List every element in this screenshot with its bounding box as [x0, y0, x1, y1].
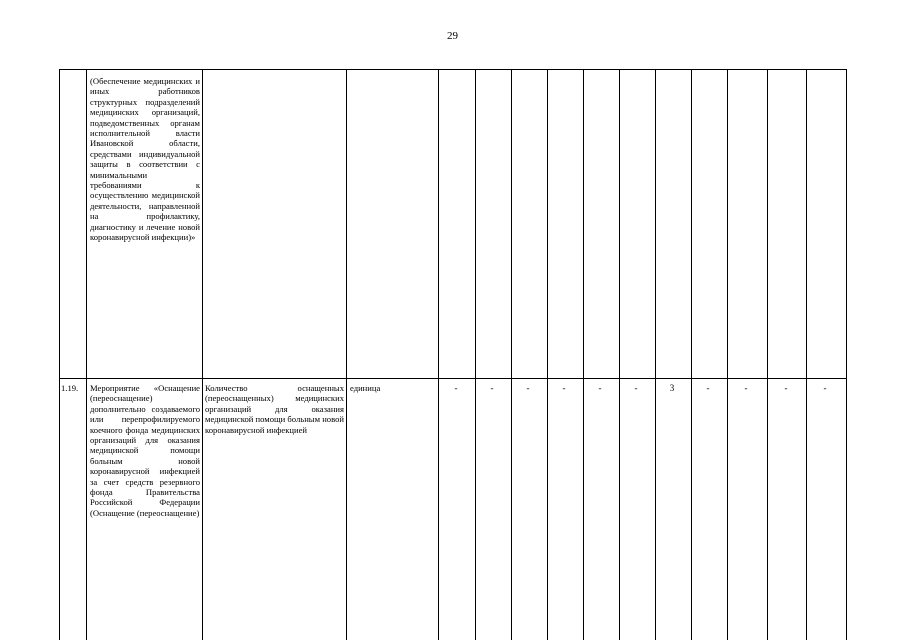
value-cell: - — [706, 383, 710, 393]
column-divider — [727, 69, 728, 640]
table-border-right — [846, 69, 847, 640]
column-divider — [806, 69, 807, 640]
value-cell: 3 — [669, 383, 675, 393]
page-number: 29 — [447, 30, 458, 42]
column-divider — [691, 69, 692, 640]
column-divider — [619, 69, 620, 640]
value-cell: - — [490, 383, 494, 393]
column-divider — [475, 69, 476, 640]
column-divider — [511, 69, 512, 640]
column-divider — [86, 69, 87, 640]
row-number-cell: 1.19. — [61, 383, 79, 393]
value-cell: - — [784, 383, 788, 393]
column-divider — [767, 69, 768, 640]
value-cell: - — [634, 383, 638, 393]
table-border-top — [59, 69, 847, 70]
column-divider — [438, 69, 439, 640]
column-divider — [583, 69, 584, 640]
column-divider — [655, 69, 656, 640]
column-divider — [547, 69, 548, 640]
table-border-left — [59, 69, 60, 640]
event-description-cell: Мероприятие «Оснащение (переоснащение) дополнительно создаваемого или перепрофилируемого коечного фонда медицинских организаций для оказания медицинской помощи больным новой коронавирусной инфекцией за счет средств резервного фонда Правительства Российской Федерации (Оснащение (переоснащение) — [90, 383, 203, 518]
value-cell: - — [526, 383, 530, 393]
column-divider — [202, 69, 203, 640]
value-cell: - — [454, 383, 458, 393]
row-divider — [59, 378, 847, 379]
column-divider — [346, 69, 347, 640]
indicator-cell: Количество оснащенных (переоснащенных) медицинских организаций для оказания медицинской помощи больным новой коронавирусной инфекцией — [205, 383, 347, 435]
event-description-cell: (Обеспечение медицинских и иных работников структурных подразделений медицинских организаций, подведомственных органам исполнительной власти Ивановской области, средствами индивидуальной защиты в соответствии с минимальными требованиями к осуществлению медицинской деятельности, направленной на профилактику, диагностику и лечение новой коронавирусной инфекции)» — [90, 76, 203, 243]
unit-cell: единица — [350, 383, 381, 393]
value-cell: - — [562, 383, 566, 393]
value-cell: - — [598, 383, 602, 393]
value-cell: - — [744, 383, 748, 393]
value-cell: - — [823, 383, 827, 393]
